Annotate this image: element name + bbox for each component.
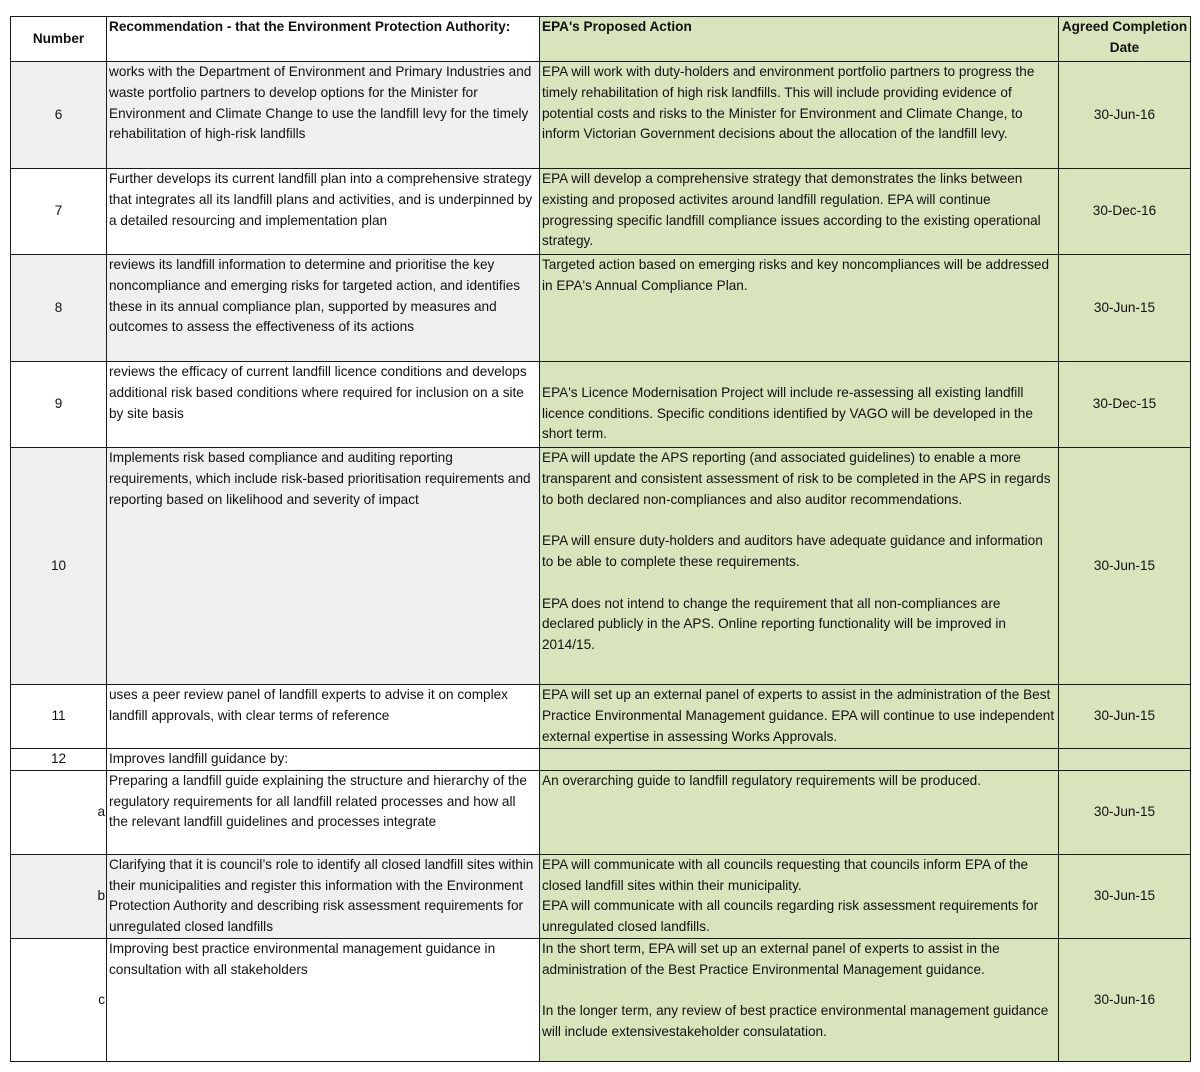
- row-recommendation: Further develops its current landfill plan into a comprehensive strategy that integrates all its landfill plans and activities, and is underpinned by a detailed resourcing and implementation plan: [107, 169, 540, 255]
- row-number: a: [11, 770, 107, 854]
- table-row: [11, 169, 1191, 255]
- row-completion-date: 30-Jun-16: [1059, 938, 1191, 1061]
- row-proposed-action: [540, 938, 1059, 1061]
- row-number: b: [11, 854, 107, 938]
- row-proposed-action: [540, 685, 1059, 749]
- action-paragraph: EPA will develop a comprehensive strategy that demonstrates the links between existing and proposed activites around landfill regulation. EPA will continue progressing specific landfill compliance issues according to the existing operational strategy.: [542, 171, 1041, 249]
- row-completion-date: 30-Jun-16: [1059, 62, 1191, 169]
- header-number: Number: [11, 17, 107, 62]
- row-completion-date: 30-Jun-15: [1059, 685, 1191, 749]
- action-paragraph: In the short term, EPA will set up an external panel of experts to assist in the administration of the Best Practice Environmental Management guidance.: [542, 940, 1000, 977]
- table-row: [11, 362, 1191, 448]
- header-proposed-action: EPA's Proposed Action: [540, 17, 1059, 62]
- table-row: [11, 685, 1191, 749]
- row-number: 6: [11, 62, 107, 169]
- header-row: [11, 17, 1191, 62]
- row-recommendation: Clarifying that it is council’s role to identify all closed landfill sites within their municipalities and register this information with the Environment Protection Authority and describing risk assessment requirements for unregulated closed landfills: [107, 854, 540, 938]
- table-row: [11, 938, 1191, 1061]
- action-paragraph: EPA will set up an external panel of experts to assist in the administration of the Best Practice Environmental Management guidance. EPA will continue to use independent external expertise in assessing Works Approvals.: [542, 687, 1055, 744]
- action-paragraph: EPA does not intend to change the requirement that all non-compliances are declared publicly in the APS. Online reporting functionality will be improved in 2014/15.: [542, 595, 1006, 653]
- row-proposed-action: [540, 770, 1059, 854]
- header-completion-date: Agreed Completion Date: [1059, 17, 1191, 62]
- row-completion-date: [1059, 749, 1191, 771]
- action-paragraph: EPA will communicate with all councils requesting that councils inform EPA of the closed landfill sites within their municipality.: [542, 856, 1029, 893]
- table-row: [11, 770, 1191, 854]
- row-number: c: [11, 938, 107, 1061]
- row-recommendation: Improves landfill guidance by:: [107, 749, 540, 771]
- action-paragraph: Targeted action based on emerging risks and key noncompliances will be addressed in EPA's Annual Compliance Plan.: [542, 257, 1050, 293]
- row-proposed-action: [540, 62, 1059, 169]
- action-paragraph: EPA will update the APS reporting (and associated guidelines) to enable a more transparent and consistent assessment of risk to be completed in the APS in regards to both declared non-compliances and also auditor recommendations.: [542, 450, 1051, 507]
- row-number: 7: [11, 169, 107, 255]
- row-recommendation: works with the Department of Environment and Primary Industries and waste portfolio partners to develop options for the Minister for Environment and Climate Change to use the landfill levy for the timely rehabilitation of high-risk landfills: [107, 62, 540, 169]
- row-recommendation: uses a peer review panel of landfill experts to advise it on complex landfill approvals, with clear terms of reference: [107, 685, 540, 749]
- table-row: [11, 854, 1191, 938]
- row-number: 8: [11, 255, 107, 362]
- row-completion-date: 30-Jun-15: [1059, 854, 1191, 938]
- table-row: [11, 749, 1191, 771]
- table-row: [11, 62, 1191, 169]
- row-recommendation: Implements risk based compliance and auditing reporting requirements, which include risk-based prioritisation requirements and reporting based on likelihood and severity of impact: [107, 448, 540, 685]
- row-number: 9: [11, 362, 107, 448]
- row-completion-date: 30-Jun-15: [1059, 770, 1191, 854]
- action-paragraph: In the longer term, any review of best practice environmental management guidance will include extensivestakeholder consulatation.: [542, 1003, 1049, 1040]
- action-paragraph: EPA will work with duty-holders and environment portfolio partners to progress the timely rehabilitation of high risk landfills. This will include providing evidence of potential costs and risks to the Minister for Environment and Climate Change, to inform Victorian Government decisions about the allocation of the landfill levy.: [542, 64, 1035, 142]
- table-row: [11, 255, 1191, 362]
- action-paragraph: An overarching guide to landfill regulatory requirements will be produced.: [542, 772, 982, 788]
- row-number: 11: [11, 685, 107, 749]
- row-proposed-action: [540, 362, 1059, 448]
- row-proposed-action: [540, 854, 1059, 938]
- row-recommendation: Preparing a landfill guide explaining the structure and hierarchy of the regulatory requirements for all landfill related processes and how all the relevant landfill guidelines and processes integrate: [107, 770, 540, 854]
- row-completion-date: 30-Jun-15: [1059, 255, 1191, 362]
- row-completion-date: 30-Dec-15: [1059, 362, 1191, 448]
- recommendations-table: [10, 16, 1191, 1062]
- row-recommendation: reviews the efficacy of current landfill licence conditions and develops additional risk based conditions where required for inclusion on a site by site basis: [107, 362, 540, 448]
- row-recommendation: reviews its landfill information to determine and prioritise the key noncompliance and emerging risks for targeted action, and identifies these in its annual compliance plan, supported by measures and outcomes to assess the effectiveness of its actions: [107, 255, 540, 362]
- row-proposed-action: [540, 255, 1059, 362]
- action-paragraph: EPA will ensure duty-holders and auditors have adequate guidance and information to be able to complete these requirements.: [542, 533, 1043, 569]
- row-recommendation: Improving best practice environmental management guidance in consultation with all stakeholders: [107, 938, 540, 1061]
- row-number: 10: [11, 448, 107, 685]
- row-proposed-action: [540, 169, 1059, 255]
- action-paragraph: EPA will communicate with all councils regarding risk assessment requirements for unregulated closed landfills.: [542, 898, 1039, 935]
- row-proposed-action: [540, 448, 1059, 685]
- table-row: [11, 448, 1191, 685]
- action-paragraph: EPA's Licence Modernisation Project will include re-assessing all existing landfill licence conditions. Specific conditions identified by VAGO will be developed in the short term.: [542, 384, 1033, 442]
- row-completion-date: 30-Dec-16: [1059, 169, 1191, 255]
- row-proposed-action: [540, 749, 1059, 771]
- header-recommendation: Recommendation - that the Environment Protection Authority:: [107, 17, 540, 62]
- row-number: 12: [11, 749, 107, 771]
- row-completion-date: 30-Jun-15: [1059, 448, 1191, 685]
